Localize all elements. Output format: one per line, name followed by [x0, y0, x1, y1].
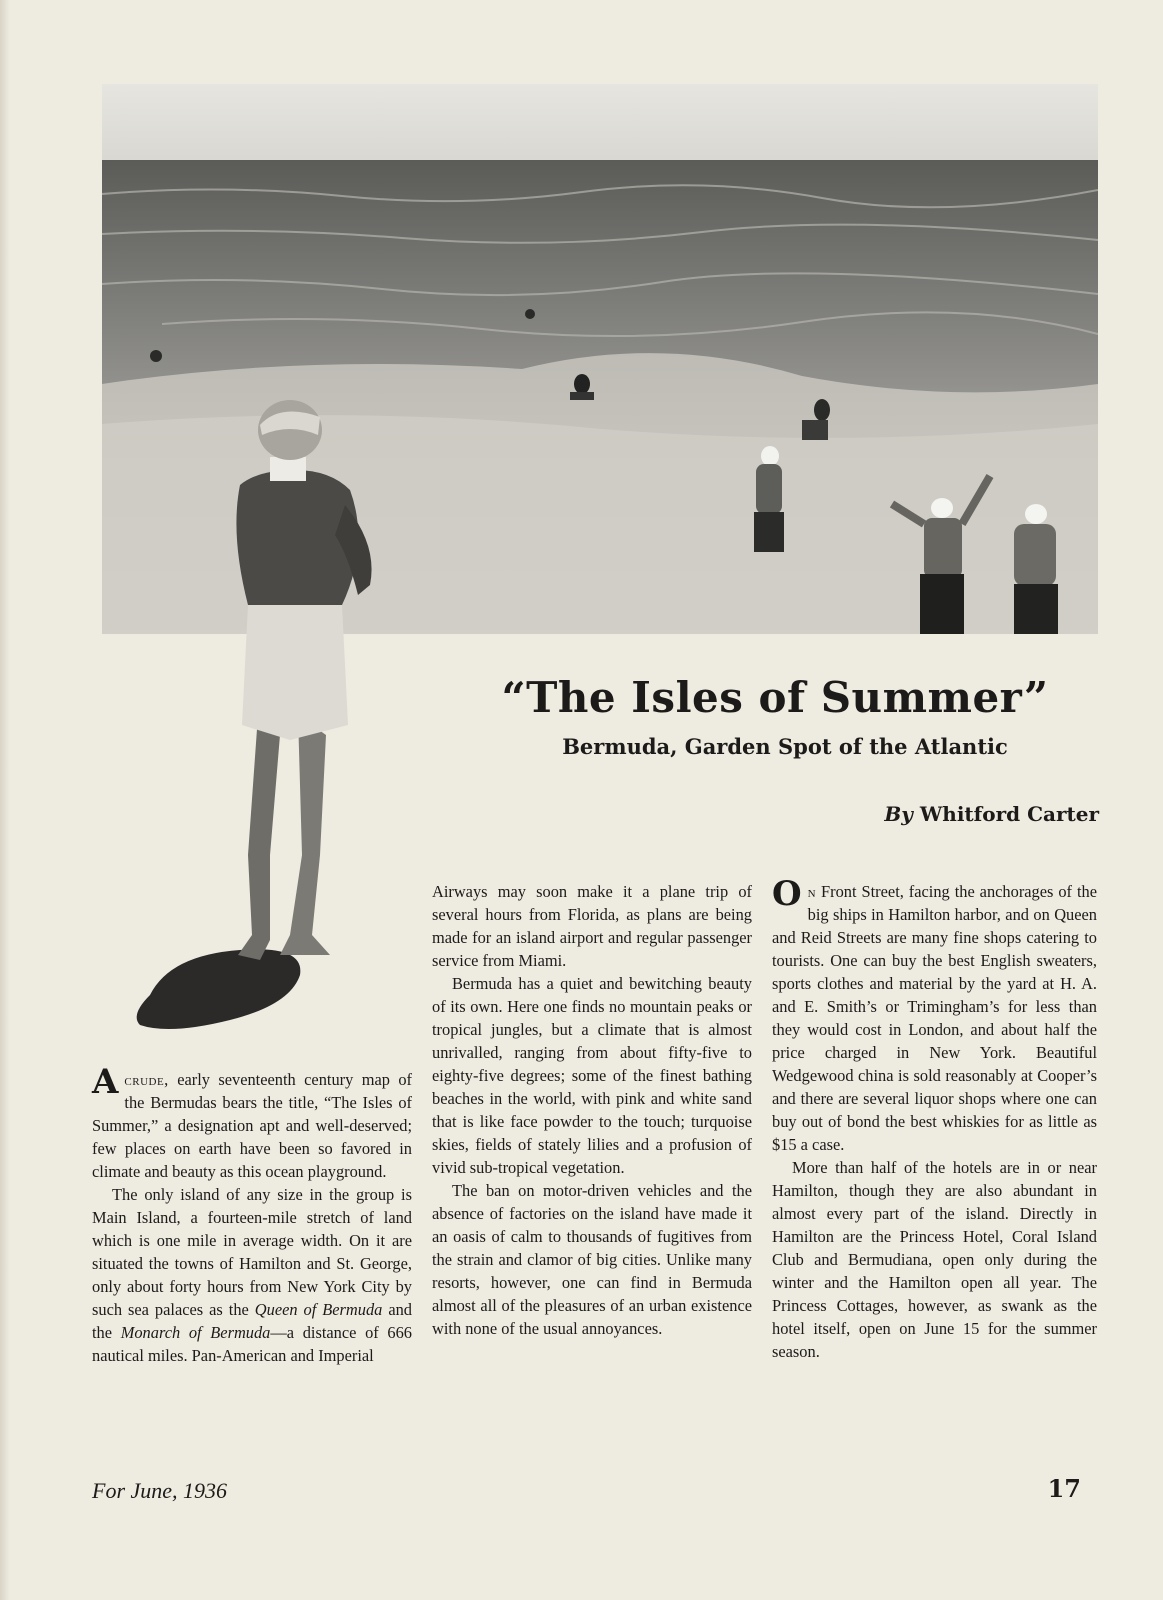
- dropcap-a: A: [92, 1062, 119, 1102]
- col1-p2-text-a: The only island of any size in the group is Main Island, a fourteen-mile stretch of land which is one mile in average width. On it are situated the towns of Hamilton and St. George, only about forty hours from New York City by such sea palaces as the: [92, 1185, 412, 1319]
- ship-name-queen: Queen of Bermuda: [254, 1300, 383, 1319]
- byline-prefix: By: [884, 802, 913, 826]
- col1-paragraph-2: [92, 1183, 412, 1367]
- col3-paragraph-1: [772, 874, 1097, 1156]
- article-title-block: [420, 672, 1100, 759]
- col2-paragraph-2: Bermuda has a quiet and bewitching beauty of its own. Here one finds no mountain peaks or tropical jungles, but a climate that is almost unrivalled, ranging from about fifty-five to eighty-five degrees; some of the finest bathing beaches in the world, with pink and white sand that is like face powder to the touch; turquoise skies, fields of stately lilies and a profusion of vivid sub-tropical vegetation.: [432, 974, 752, 1177]
- article-column-3: [772, 874, 1097, 1363]
- col1-p2-text-c: —a distance of 666 nautical miles. Pan-American and Imperial: [92, 1323, 413, 1365]
- col1-p2-text-b: and the: [92, 1300, 413, 1342]
- page-edge: [0, 0, 10, 1600]
- lead-smallcaps: crude,: [124, 1070, 169, 1089]
- ship-name-monarch: Monarch of Bermuda: [120, 1323, 271, 1342]
- col1-paragraph-1: [92, 1062, 412, 1183]
- article-column-2: [432, 880, 752, 1340]
- article-byline: [884, 802, 1099, 826]
- col3-paragraph-2: More than half of the hotels are in or near Hamilton, though they are also abundant in almost every part of the island. Directly in Hamilton are the Princess Hotel, Coral Island Club and Bermudiana, open only during the winter and the Hamilton open all year. The Princess Cottages, however, as swank as the hotel itself, open on June 15 for the summer season.: [772, 1158, 1097, 1361]
- col1-p1-text: early seventeenth century map of the Bermudas bears the title, “The Isles of Summer,” a designation apt and well-deserved; few places on earth have been so favored in climate and beauty as this ocean playground.: [92, 1070, 412, 1181]
- dropcap-o: O: [772, 874, 802, 914]
- article-subtitle: Bermuda, Garden Spot of the Atlantic: [562, 734, 1008, 759]
- page-number: 17: [1047, 1474, 1081, 1503]
- col2-paragraph-3: The ban on motor-driven vehicles and the absence of factories on the island have made it an oasis of calm to thousands of fugitives from the strain and clamor of big cities. Unlike many resorts, however, one can find in Bermuda almost all of the pleasures of an urban existence with none of the usual annoyances.: [432, 1181, 752, 1338]
- issue-date: For June, 1936: [92, 1478, 228, 1503]
- lead-smallcaps-2: n: [807, 882, 817, 901]
- col2-paragraph-1: Airways may soon make it a plane trip of several hours from Florida, as plans are being made for an island airport and regular passenger service from Miami.: [432, 882, 752, 970]
- article-title: “The Isles of Summer”: [501, 673, 1049, 722]
- bather-figure-illustration: [130, 395, 380, 1050]
- byline-author: Whitford Carter: [919, 802, 1099, 826]
- article-column-1: [92, 1062, 413, 1367]
- col3-p1-text: Front Street, facing the anchorages of the big ships in Hamilton harbor, and on Queen and Reid Streets are many fine shops catering to tourists. One can buy the best English sweaters, sports clothes and material by the yard at H. A. and E. Smith’s or Trimingham’s for less than they would cost in London, and about half the price charged in New York. Beautiful Wedgewood china is sold reasonably at Cooper’s and there are several liquor shops where one can buy out of bond the best whiskies for as little as $15 a case.: [772, 882, 1097, 1154]
